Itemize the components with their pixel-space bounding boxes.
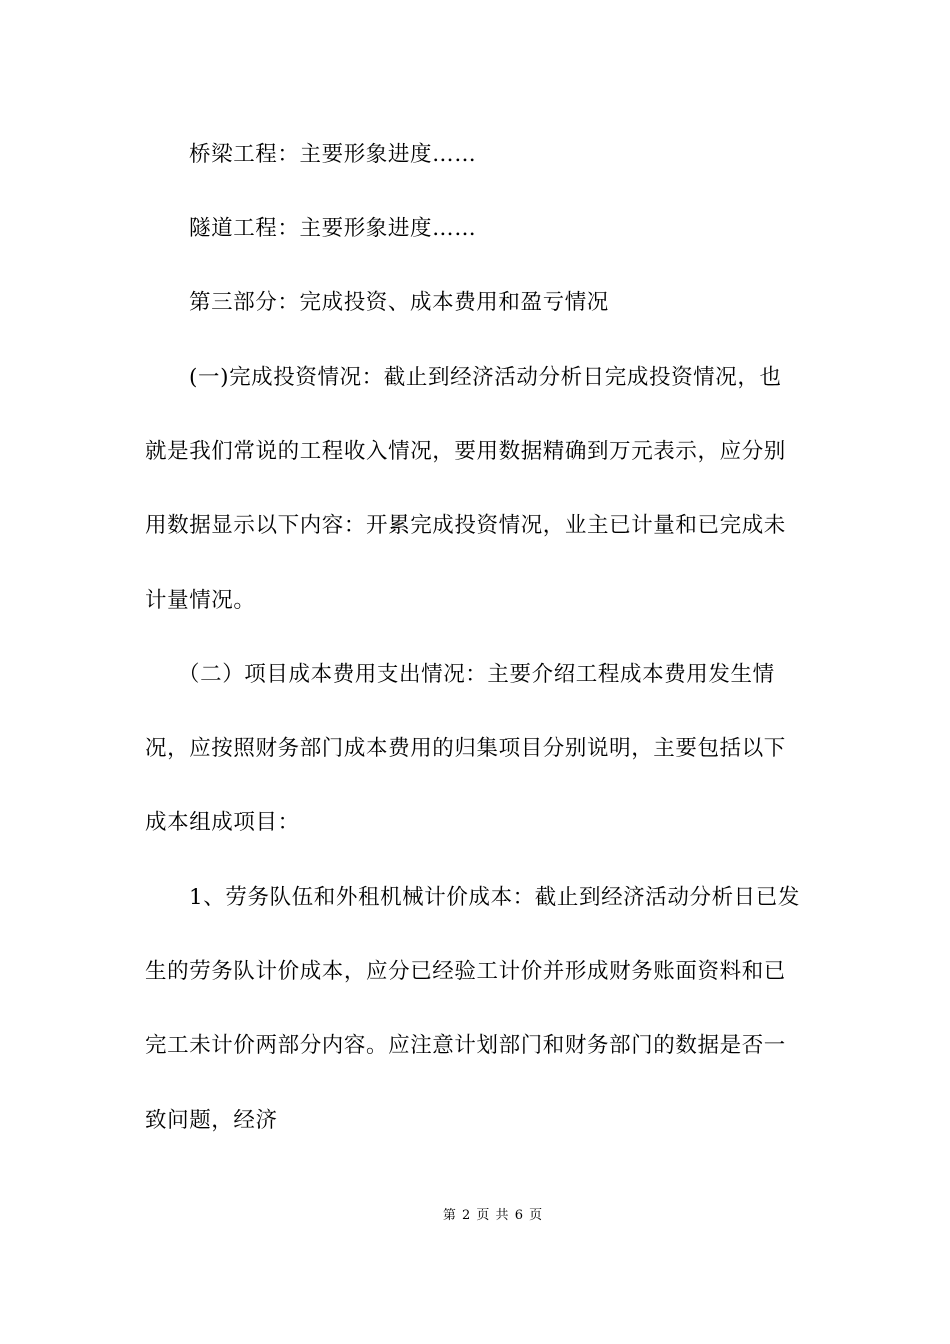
paragraph-investment-line-1: (一)完成投资情况：截止到经济活动分析日完成投资情况，也 — [189, 365, 782, 390]
text-line-tunnel: 隧道工程：主要形象进度…… — [189, 216, 477, 241]
paragraph-cost-line-3: 成本组成项目： — [145, 810, 300, 835]
section-heading-part-three: 第三部分：完成投资、成本费用和盈亏情况 — [189, 290, 609, 315]
paragraph-investment-line-3: 用数据显示以下内容：开累完成投资情况，业主已计量和已完成未 — [145, 513, 786, 538]
paragraph-labor-line-4: 致问题，经济 — [145, 1108, 278, 1133]
paragraph-investment-line-4: 计量情况。 — [145, 588, 256, 613]
paragraph-labor-line-3: 完工未计价两部分内容。应注意计划部门和财务部门的数据是否一 — [145, 1033, 786, 1058]
paragraph-labor-line-2: 生的劳务队计价成本，应分已经验工计价并形成财务账面资料和已 — [145, 959, 786, 984]
paragraph-labor-line-1: 1、劳务队伍和外租机械计价成本：截止到经济活动分析日已发 — [189, 885, 800, 910]
page-number-footer: 第 2 页 共 6 页 — [442, 1208, 544, 1223]
paragraph-cost-line-1: （二）项目成本费用支出情况：主要介绍工程成本费用发生情 — [178, 662, 775, 687]
text-line-bridge: 桥梁工程：主要形象进度…… — [189, 142, 477, 167]
paragraph-cost-line-2: 况，应按照财务部门成本费用的归集项目分别说明，主要包括以下 — [145, 736, 786, 761]
paragraph-investment-line-2: 就是我们常说的工程收入情况，要用数据精确到万元表示，应分别 — [145, 439, 786, 464]
